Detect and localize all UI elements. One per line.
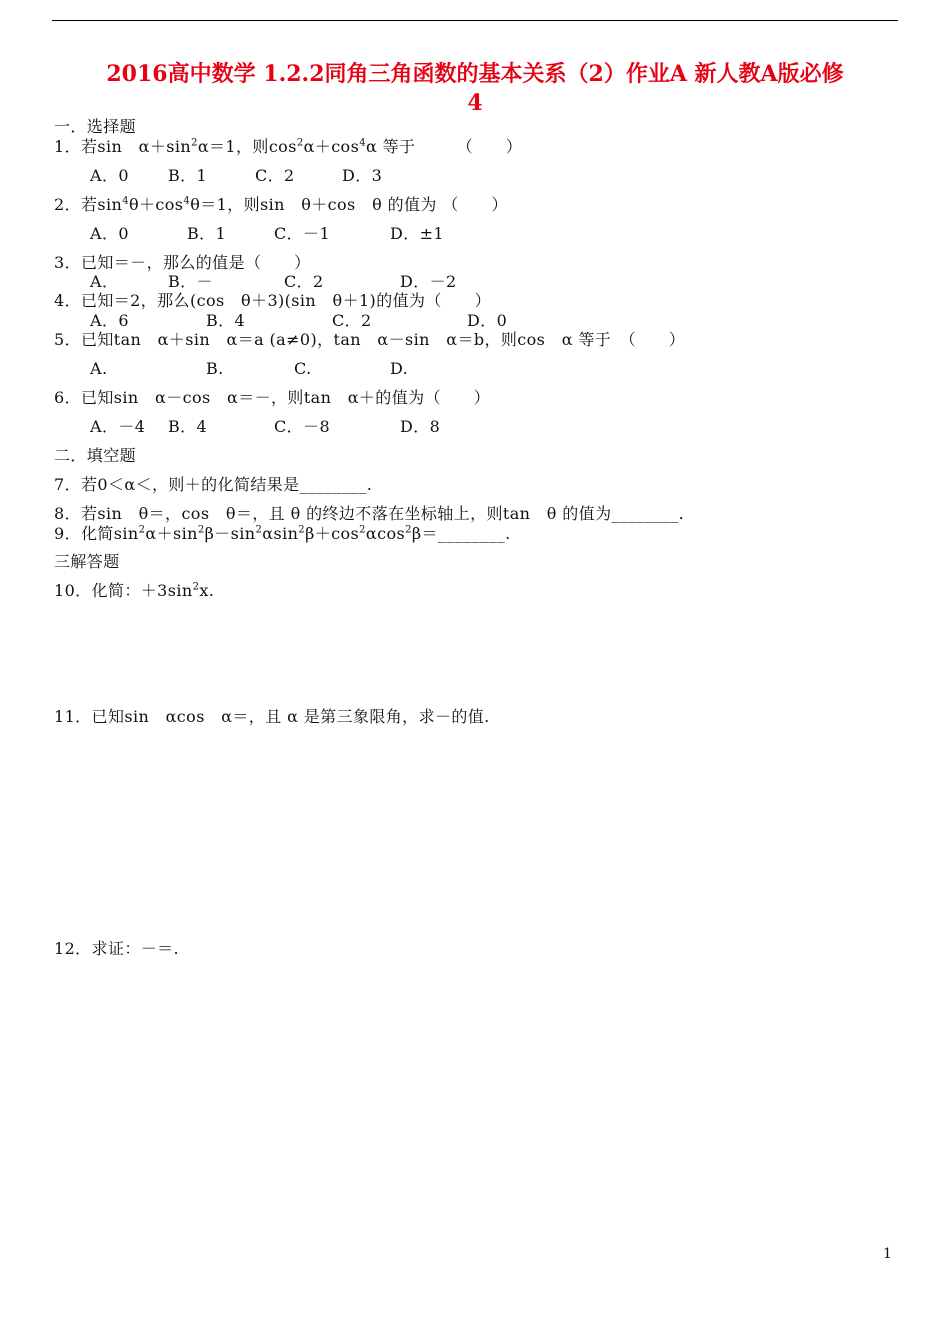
option-c: C．2 — [284, 272, 324, 291]
question-8: 8．若sin θ＝，cos θ＝，且 θ 的终边不落在坐标轴上，则tan θ 的值为________. — [54, 504, 685, 523]
question-5: 5．已知tan α＋sin α＝a (a≠0)，tan α－sin α＝b，则cos α 等于 （ ） — [54, 330, 686, 349]
option-a: A．－4 — [90, 417, 146, 436]
option-a: A．0 — [90, 166, 129, 185]
question-6: 6．已知sin α－cos α＝－，则tan α＋的值为（ ） — [54, 388, 491, 407]
header-rule — [52, 20, 898, 21]
section-fill: 二．填空题 — [54, 446, 137, 465]
option-a: A. — [90, 359, 108, 378]
option-c: C．2 — [255, 166, 295, 185]
title-line-1: 2016高中数学 1.2.2同角三角函数的基本关系（2）作业A 新人教A版必修 — [106, 61, 844, 87]
option-c: C．－1 — [274, 224, 331, 243]
document-title — [40, 60, 910, 118]
question-3: 3．已知＝－，那么的值是（ ） — [54, 253, 311, 272]
question-4: 4．已知＝2，那么(cos θ＋3)(sin θ＋1)的值为（ ） — [54, 291, 491, 310]
option-b: B．4 — [168, 417, 208, 436]
question-10: 10．化简：$+3\sin^2x$. — [54, 581, 215, 600]
option-b: B．4 — [206, 311, 246, 330]
option-c: C．2 — [332, 311, 372, 330]
option-d: D．0 — [467, 311, 508, 330]
option-c: C. — [294, 359, 312, 378]
question-11: 11．已知sin αcos α＝，且 α 是第三象限角，求－的值. — [54, 707, 490, 726]
question-12: 12．求证：－＝. — [54, 939, 180, 958]
option-a: A．6 — [90, 311, 129, 330]
section-choice: 一．选择题 — [54, 117, 137, 136]
option-b: B．1 — [168, 166, 208, 185]
option-c: C．－8 — [274, 417, 331, 436]
question-1: 1．若sin $\alpha+\sin^2\alpha=1$，则$\cos^2\alpha+\cos^4\alpha$ 等于 （ ） — [54, 137, 523, 156]
option-b: B. — [206, 359, 224, 378]
option-b: B．1 — [187, 224, 227, 243]
section-solve: 三解答题 — [54, 552, 120, 571]
option-a: A． — [90, 272, 119, 291]
question-2: 2．若$\sin^4\theta+\cos^4\theta=1$，则sin θ＋cos θ 的值为 （ ） — [54, 195, 508, 214]
option-b: B．－ — [168, 272, 213, 291]
option-d: D．8 — [400, 417, 441, 436]
option-a: A．0 — [90, 224, 129, 243]
option-d: D．3 — [342, 166, 383, 185]
option-d: D. — [390, 359, 409, 378]
question-9: 9．化简$\sin^2\alpha+\sin^2\beta-\sin^2\alpha\sin^2\beta+\cos^2\alpha\cos^2\beta=\_\_\_\_\_\_\_\_$. — [54, 524, 511, 543]
option-d: D．±1 — [390, 224, 445, 243]
title-line-2: 4 — [467, 90, 483, 116]
question-7: 7．若0＜α＜，则＋的化简结果是________. — [54, 475, 373, 494]
option-d: D．－2 — [400, 272, 457, 291]
page-number: 1 — [883, 1246, 892, 1262]
